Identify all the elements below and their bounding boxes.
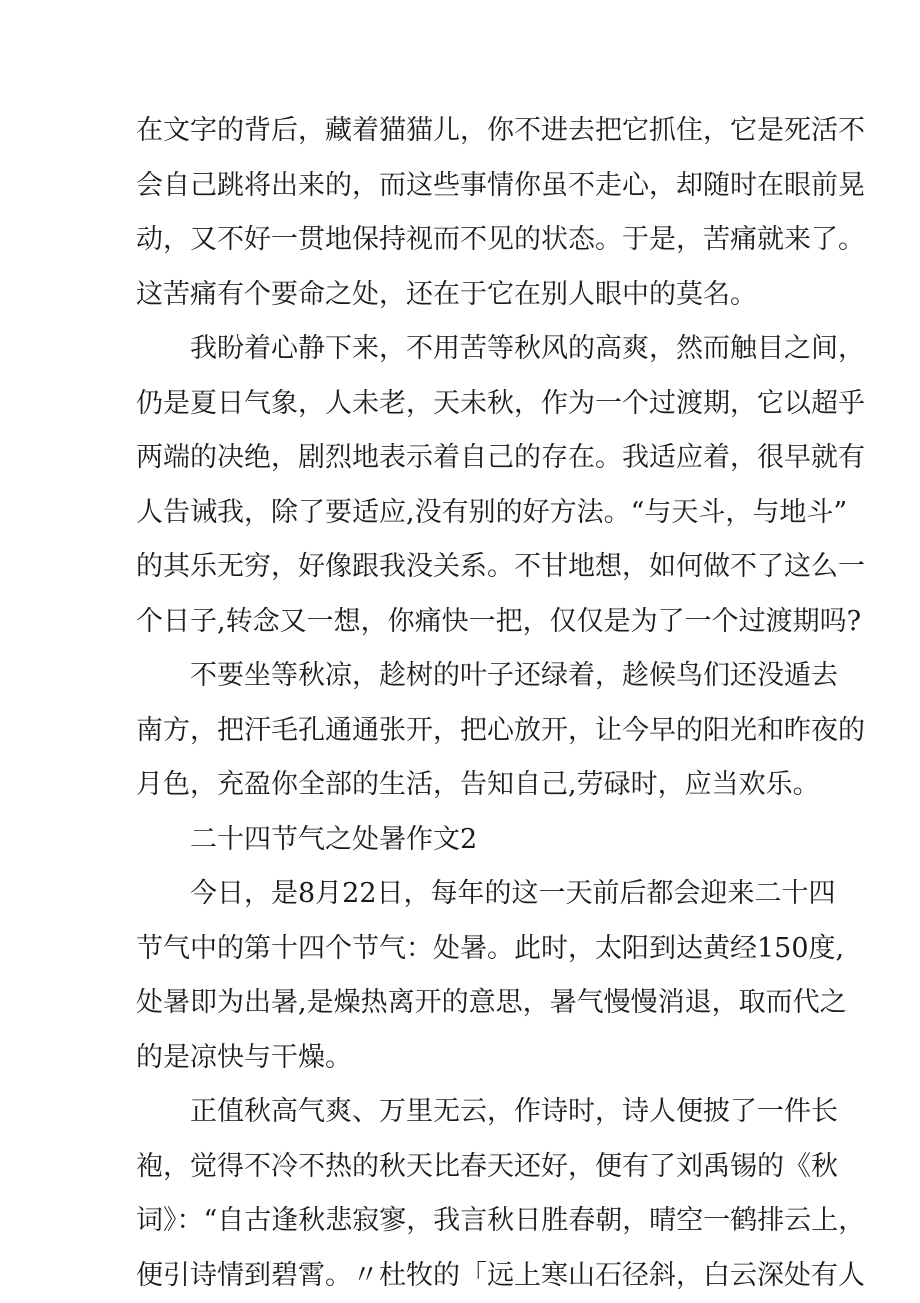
- paragraph-line: 动，又不好一贯地保持视而不见的状态。于是，苦痛就来了。: [136, 213, 796, 268]
- paragraph-line: 词》：“自古逢秋悲寂寥，我言秋日胜春朝，晴空一鹤排云上，: [136, 1194, 796, 1249]
- paragraph-line: 今日，是8月22日，每年的这一天前后都会迎来二十四: [136, 867, 796, 922]
- paragraph-line: 月色，充盈你全部的生活，告知自己,劳碌时，应当欢乐。: [136, 758, 796, 813]
- paragraph-line: 处暑即为出暑,是燥热离开的意思，暑气慢慢消退，取而代之: [136, 976, 796, 1031]
- paragraph-line: 南方，把汗毛孔通通张开，把心放开，让今早的阳光和昨夜的: [136, 704, 796, 759]
- paragraph-line: 个日子,转念又一想，你痛快一把，仅仅是为了一个过渡期吗?: [136, 595, 796, 650]
- paragraph-line: 不要坐等秋凉，趁树的叶子还绿着，趁候鸟们还没遁去: [136, 649, 796, 704]
- paragraph-line: 会自己跳将出来的，而这些事情你虽不走心，却随时在眼前晃: [136, 159, 796, 214]
- section-heading: 二十四节气之处暑作文2: [136, 813, 796, 868]
- paragraph-line: 在文字的背后，藏着猫猫儿，你不进去把它抓住，它是死活不: [136, 104, 796, 159]
- document-body: [136, 104, 796, 1303]
- paragraph-line: 的其乐无穷，好像跟我没关系。不甘地想，如何做不了这么一: [136, 540, 796, 595]
- paragraph-line: 两端的决绝，剧烈地表示着自己的存在。我适应着，很早就有: [136, 431, 796, 486]
- paragraph-line: 正值秋高气爽、万里无云，作诗时，诗人便披了一件长: [136, 1085, 796, 1140]
- paragraph-line: 人告诫我，除了要适应,没有别的好方法。“与天斗，与地斗”: [136, 486, 796, 541]
- paragraph-line: 我盼着心静下来，不用苦等秋风的高爽，然而触目之间，: [136, 322, 796, 377]
- paragraph-line: 仍是夏日气象，人未老，天未秋，作为一个过渡期，它以超乎: [136, 377, 796, 432]
- paragraph-line: 的是凉快与干燥。: [136, 1031, 796, 1086]
- paragraph-line: 便引诗情到碧霄。〃杜牧的「远上寒山石径斜，白云深处有人: [136, 1249, 796, 1303]
- paragraph-line: 这苦痛有个要命之处，还在于它在别人眼中的莫名。: [136, 268, 796, 323]
- paragraph-line: 节气中的第十四个节气：处暑。此时，太阳到达黄经150度,: [136, 922, 796, 977]
- paragraph-line: 袍，觉得不冷不热的秋天比春天还好，便有了刘禹锡的《秋: [136, 1140, 796, 1195]
